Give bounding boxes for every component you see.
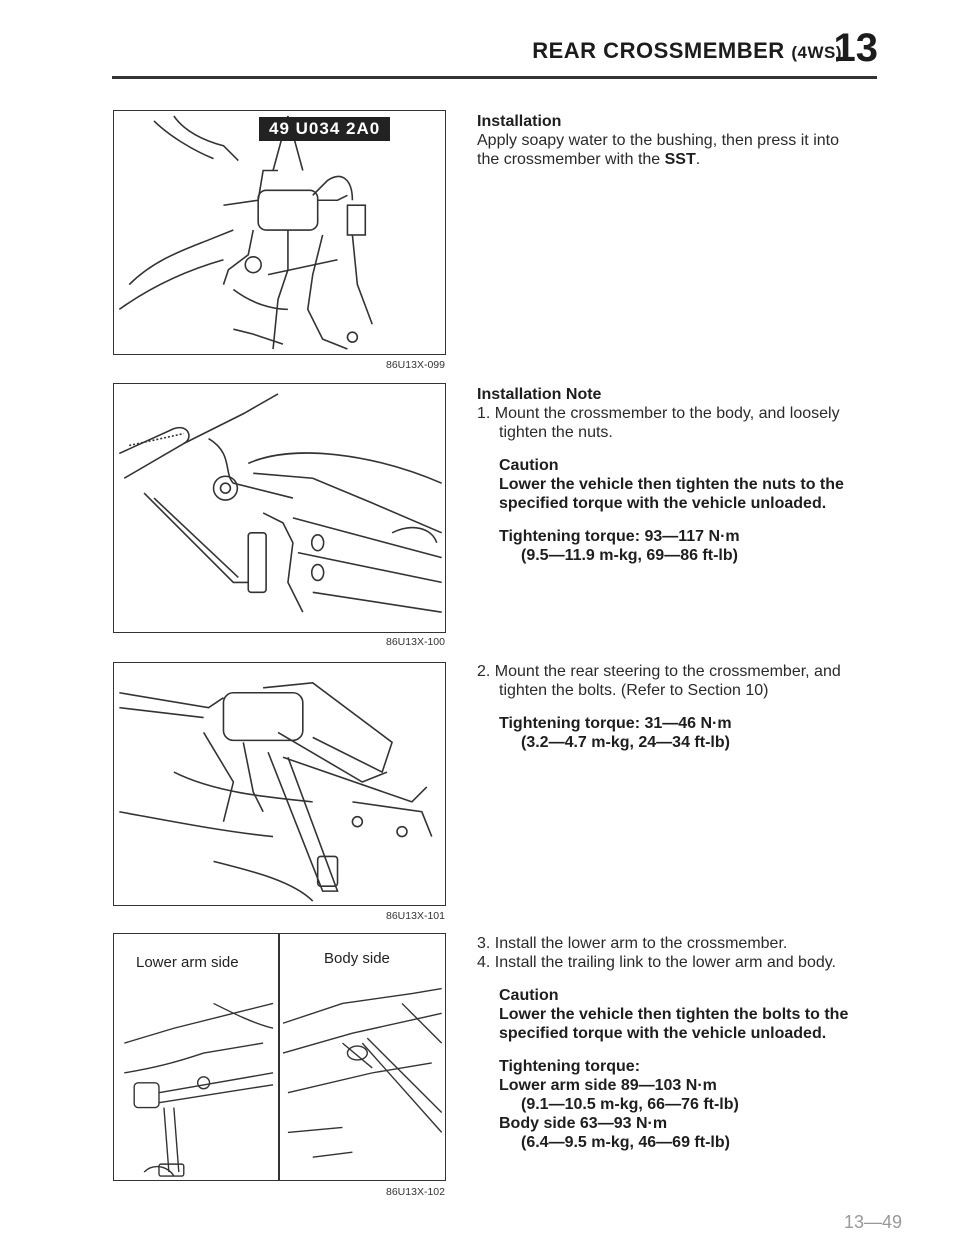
- torque-2-line1: Tightening torque: 31—46 N·m: [499, 715, 732, 732]
- step-1-line2: tighten the nuts.: [499, 424, 613, 441]
- step-2-section: [477, 662, 897, 752]
- sst-term: SST: [664, 151, 696, 168]
- torque-3-lower-arm: Lower arm side 89—103 N·m: [499, 1077, 717, 1094]
- step-2-line1: 2. Mount the rear steering to the crossmember, and: [477, 663, 841, 680]
- sst-number-badge: 49 U034 2A0: [259, 117, 390, 141]
- step-2-line2: tighten the bolts. (Refer to Section 10): [499, 682, 769, 699]
- step-3: 3. Install the lower arm to the crossmember.: [477, 935, 788, 952]
- caution-1-line1: Lower the vehicle then tighten the nuts to the: [499, 476, 844, 493]
- installation-note-heading: Installation Note: [477, 386, 602, 403]
- torque-3-heading: Tightening torque:: [499, 1058, 641, 1075]
- lower-arm-side-label: Lower arm side: [136, 954, 239, 971]
- caution-2-line2: specified torque with the vehicle unloaded.: [499, 1025, 827, 1042]
- rear-steering-illustration: [114, 663, 445, 905]
- header-title-main: REAR CROSSMEMBER: [532, 38, 785, 63]
- body-side-label: Body side: [324, 950, 390, 967]
- figure-caption: 86U13X-099: [386, 359, 445, 371]
- bushing-press-illustration: [114, 111, 445, 354]
- steps-3-4-section: [477, 934, 897, 1152]
- step-1-line1: 1. Mount the crossmember to the body, and loosely: [477, 405, 840, 422]
- step-4: 4. Install the trailing link to the lower arm and body.: [477, 954, 836, 971]
- caution-1-line2: specified torque with the vehicle unloaded.: [499, 495, 827, 512]
- torque-3-body-side-values: (6.4—9.5 m-kg, 46—69 ft-lb): [521, 1134, 730, 1151]
- page-number: 13—49: [843, 1212, 902, 1232]
- trailing-link-illustration: [114, 934, 445, 1180]
- installation-heading: Installation: [477, 113, 562, 130]
- figure-caption: 86U13X-101: [386, 910, 445, 922]
- header-title-paren: (4WS): [791, 43, 842, 62]
- figure-rear-steering-mount: [113, 662, 446, 906]
- installation-note-section: [477, 385, 897, 565]
- caution-2-heading: Caution: [499, 987, 559, 1004]
- figure-caption: 86U13X-102: [386, 1186, 445, 1198]
- caution-1-heading: Caution: [499, 457, 559, 474]
- section-number: 13: [833, 26, 878, 70]
- figure-bushing-install: [113, 110, 446, 355]
- torque-3-lower-arm-values: (9.1—10.5 m-kg, 66—76 ft-lb): [521, 1096, 739, 1113]
- torque-1-line2: (9.5—11.9 m-kg, 69—86 ft-lb): [521, 547, 738, 564]
- figure-caption: 86U13X-100: [386, 636, 445, 648]
- torque-1-line1: Tightening torque: 93—117 N·m: [499, 528, 740, 545]
- installation-section: [477, 112, 897, 169]
- figure-crossmember-mount: [113, 383, 446, 633]
- crossmember-torque-illustration: [114, 384, 445, 632]
- torque-3-body-side: Body side 63—93 N·m: [499, 1115, 668, 1132]
- installation-text-line1: Apply soapy water to the bushing, then press it into: [477, 132, 839, 149]
- caution-2-line1: Lower the vehicle then tighten the bolts to the: [499, 1006, 849, 1023]
- figure-lower-arm-trailing-link: [113, 933, 446, 1181]
- page-header-title: [532, 38, 842, 64]
- torque-2-line2: (3.2—4.7 m-kg, 24—34 ft-lb): [521, 734, 730, 751]
- installation-text-line2: the crossmember with the SST.: [477, 151, 701, 168]
- header-rule: [112, 76, 877, 79]
